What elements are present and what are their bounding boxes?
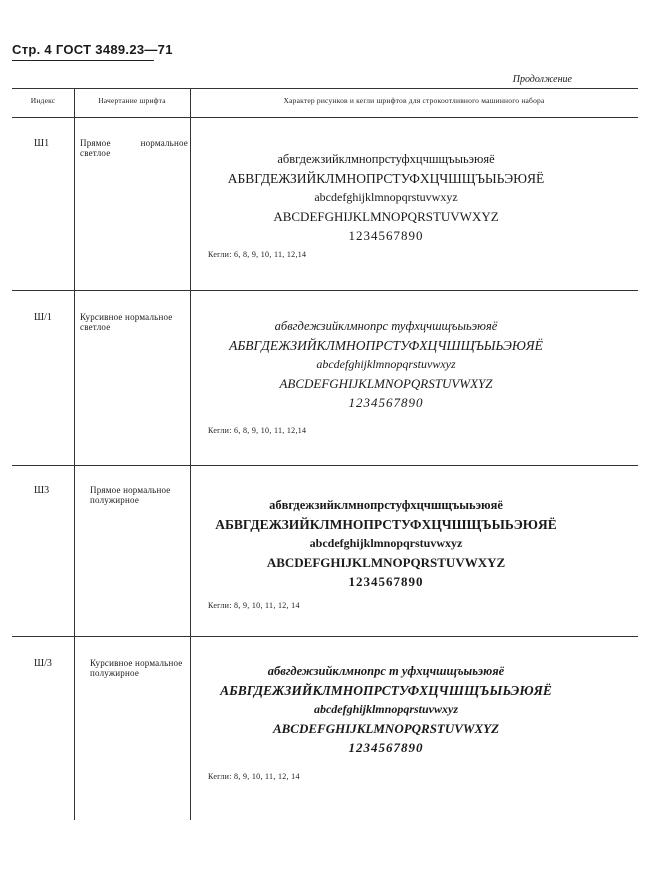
point-sizes: Кегли: 6, 8, 9, 10, 11, 12,14: [208, 250, 307, 259]
font-specimen: [192, 317, 580, 412]
table-header-rule: [12, 117, 638, 118]
row-style-description: Курсивное нормальное светлое: [80, 312, 173, 332]
row-index: Ш/3: [34, 658, 52, 669]
row-style-description: Прямое нормальное светлое: [80, 138, 188, 158]
row-index: Ш1: [34, 138, 50, 149]
row-index: Ш/1: [34, 312, 52, 323]
specimen-digits: 1234567890: [348, 574, 424, 589]
column-divider-2: [190, 88, 191, 820]
font-specimen: [192, 662, 580, 757]
specimen-uppercase-cyrillic: АБВГДЕЖЗИЙКЛМНОПРСТУФХЦЧШЩЪЫЬЭЮЯЁ: [220, 683, 552, 698]
specimen-uppercase-cyrillic: АБВГДЕЖЗИЙКЛМНОПРСТУФХЦЧШЩЪЫЬЭЮЯЁ: [229, 338, 543, 353]
specimen-uppercase-latin: ABCDEFGHIJKLMNOPQRSTUVWXYZ: [266, 555, 506, 570]
point-sizes: Кегли: 8, 9, 10, 11, 12, 14: [208, 601, 300, 610]
row-style-description: Прямое нормальное полужирное: [90, 485, 171, 505]
font-specimen: [192, 496, 580, 591]
specimen-uppercase-latin: ABCDEFGHIJKLMNOPQRSTUVWXYZ: [272, 721, 500, 736]
specimen-lowercase-latin: abcdefghijklmnopqrstuvwxyz: [309, 536, 463, 550]
specimen-digits: 1234567890: [348, 228, 424, 243]
specimen-digits: 1234567890: [348, 740, 424, 755]
specimen-lowercase-cyrillic: абвгдежзийклмнопрс т уфхцчшщъыьэюяё: [267, 664, 505, 678]
row-divider-3: [12, 636, 638, 637]
point-sizes: Кегли: 8, 9, 10, 11, 12, 14: [208, 772, 300, 781]
page-header: Стр. 4 ГОСТ 3489.23—71: [12, 42, 173, 57]
column-header-character: Характер рисунков и кегли шрифтов для строкоотливного машинного набора: [283, 96, 545, 105]
specimen-lowercase-latin: abcdefghijklmnopqrstuvwxyz: [316, 357, 456, 371]
table-top-rule: [12, 88, 638, 89]
row-style-description: Курсивное нормальное полужирное: [90, 658, 183, 678]
font-specimen: [192, 150, 580, 245]
specimen-lowercase-cyrillic: абвгдежзийклмнопрстуфхцчшщъыьэюяё: [277, 152, 495, 166]
row-index: Ш3: [34, 485, 50, 496]
specimen-lowercase-latin: abcdefghijklmnopqrstuvwxyz: [314, 190, 458, 204]
row-divider-1: [12, 290, 638, 291]
column-divider-1: [74, 88, 75, 820]
specimen-lowercase-latin: abcdefghijklmnopqrstuvwxyz: [313, 702, 458, 716]
specimen-digits: 1234567890: [348, 395, 424, 410]
continuation-label: Продолжение: [512, 74, 572, 85]
specimen-uppercase-latin: ABCDEFGHIJKLMNOPQRSTUVWXYZ: [279, 376, 493, 391]
specimen-lowercase-cyrillic: абвгдежзийклмнопрстуфхцчшщъыьэюяё: [269, 498, 503, 512]
header-underline: [12, 60, 154, 61]
specimen-lowercase-cyrillic: абвгдежзийклмнопрс туфхцчшщъыьэюяё: [274, 319, 498, 333]
specimen-uppercase-cyrillic: АБВГДЕЖЗИЙКЛМНОПРСТУФХЦЧШЩЪЫЬЭЮЯЁ: [227, 171, 545, 186]
specimen-uppercase-latin: ABCDEFGHIJKLMNOPQRSTUVWXYZ: [273, 209, 499, 224]
column-header-index: Индекс: [30, 96, 56, 105]
specimen-uppercase-cyrillic: АБВГДЕЖЗИЙКЛМНОПРСТУФХЦЧШЩЪЫЬЭЮЯЁ: [215, 517, 557, 532]
column-header-style: Начертание шрифта: [98, 96, 166, 105]
point-sizes: Кегли: 6, 8, 9, 10, 11, 12,14: [208, 426, 307, 435]
row-divider-2: [12, 465, 638, 466]
